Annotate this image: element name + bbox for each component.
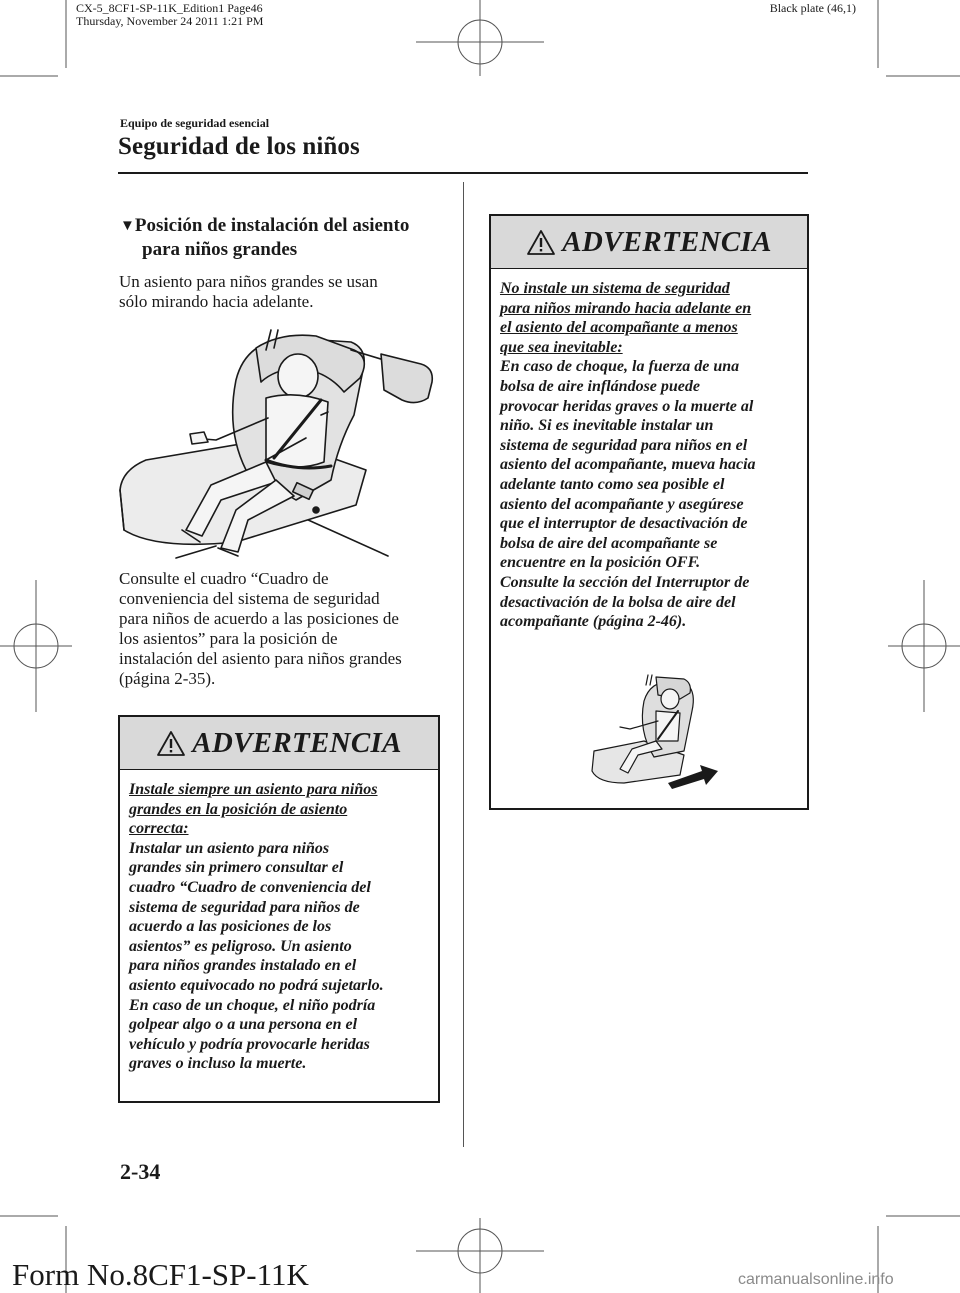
warning-box-left [118, 715, 440, 1103]
text-line: sólo mirando hacia adelante. [119, 292, 314, 311]
plate-file-line: CX-5_8CF1-SP-11K_Edition1 Page46 [76, 1, 263, 15]
warning-line: En caso de un choque, el niño podría [129, 996, 376, 1014]
warning-line: asiento del acompañante y asegúrese [500, 495, 744, 513]
warning-line: asientos” es peligroso. Un asiento [129, 937, 352, 955]
warning-line: desactivación de la bolsa de aire del [500, 593, 736, 611]
triangle-down-icon: ▼ [120, 218, 135, 234]
section-label: Equipo de seguridad esencial [120, 116, 270, 130]
text-line: instalación del asiento para niños grandes [119, 649, 402, 668]
warning-line: asiento del acompañante, mueva hacia [500, 456, 756, 474]
title-rule [118, 172, 808, 174]
warning-line: cuadro “Cuadro de conveniencia del [129, 878, 371, 896]
warning-underlined-line: que sea inevitable: [500, 338, 623, 356]
warning-line: golpear algo o a una persona en el [129, 1016, 358, 1034]
warning-title: ADVERTENCIA [562, 225, 772, 258]
warning-underlined-line: correcta: [129, 820, 189, 838]
warning-line: asiento equivocado no podrá sujetarlo. [129, 976, 384, 994]
warning-line: vehículo y podría provocarle heridas [129, 1035, 370, 1053]
page-title: Seguridad de los niños [118, 133, 360, 160]
warning-underlined-line: grandes en la posición de asiento [129, 800, 348, 818]
text-line: (página 2-35). [119, 669, 216, 688]
warning-line: grandes sin primero consultar el [129, 859, 344, 877]
warning-line: bolsa de aire inflándose puede [500, 377, 700, 395]
text-line: los asientos” para la posición de [119, 629, 338, 648]
warning-box-right [489, 214, 809, 810]
warning-triangle-icon [156, 730, 186, 757]
warning-underlined-line: el asiento del acompañante a menos [500, 319, 738, 337]
watermark: carmanualsonline.info [738, 1271, 894, 1288]
warning-line: sistema de seguridad para niños en el [500, 436, 748, 454]
warning-line: Consulte la sección del Interruptor de [500, 573, 750, 591]
text-line: para niños de acuerdo a las posiciones de [119, 609, 399, 628]
warning-header [120, 717, 438, 770]
warning-line: provocar heridas graves o la muerte al [500, 397, 754, 415]
warning-line: que el interruptor de desactivación de [500, 515, 748, 533]
warning-underlined-line: Instale siempre un asiento para niños [129, 781, 378, 798]
warning-line: adelante tanto como sea posible el [500, 475, 725, 493]
subheading-line-1: Posición de instalación del asiento [134, 215, 410, 236]
warning-line: graves o incluso la muerte. [129, 1055, 307, 1073]
warning-line: En caso de choque, la fuerza de una [500, 358, 740, 376]
plate-info [76, 2, 263, 28]
warning-line: acuerdo a las posiciones de los [129, 918, 332, 936]
warning-body [120, 770, 438, 1074]
text-line: Un asiento para niños grandes se usan [119, 272, 378, 291]
warning-underlined-line: para niños mirando hacia adelante en [500, 299, 752, 317]
warning-line: bolsa de aire del acompañante se [500, 534, 718, 552]
child-booster-seat-illustration [116, 320, 439, 560]
page-number: 2-34 [120, 1159, 161, 1184]
warning-line: encuentre en la posición OFF. [500, 554, 701, 572]
subheading-line-2: para niños grandes [142, 239, 298, 260]
warning-line: niño. Si es inevitable instalar un [500, 417, 714, 435]
text-line: Consulte el cuadro “Cuadro de [119, 569, 329, 588]
warning-body [491, 269, 807, 632]
plate-label: Black plate (46,1) [769, 1, 856, 15]
warning-triangle-icon [526, 229, 556, 256]
warning-line: acompañante (página 2-46). [500, 613, 687, 631]
column-divider [463, 182, 464, 1147]
warning-header [491, 216, 807, 269]
warning-line: para niños grandes instalado en el [129, 957, 357, 975]
reference-paragraph [119, 569, 449, 689]
warning-underlined-line: No instale un sistema de seguridad [500, 280, 730, 297]
subheading [120, 214, 450, 262]
warning-title: ADVERTENCIA [192, 726, 402, 759]
intro-paragraph [119, 272, 449, 312]
text-line: conveniencia del sistema de seguridad [119, 589, 380, 608]
plate-date-line: Thursday, November 24 2011 1:21 PM [76, 14, 264, 28]
form-number: Form No.8CF1-SP-11K [12, 1257, 309, 1292]
warning-line: sistema de seguridad para niños de [129, 898, 360, 916]
warning-line: Instalar un asiento para niños [129, 839, 330, 857]
seat-moved-forward-illustration [584, 671, 724, 791]
